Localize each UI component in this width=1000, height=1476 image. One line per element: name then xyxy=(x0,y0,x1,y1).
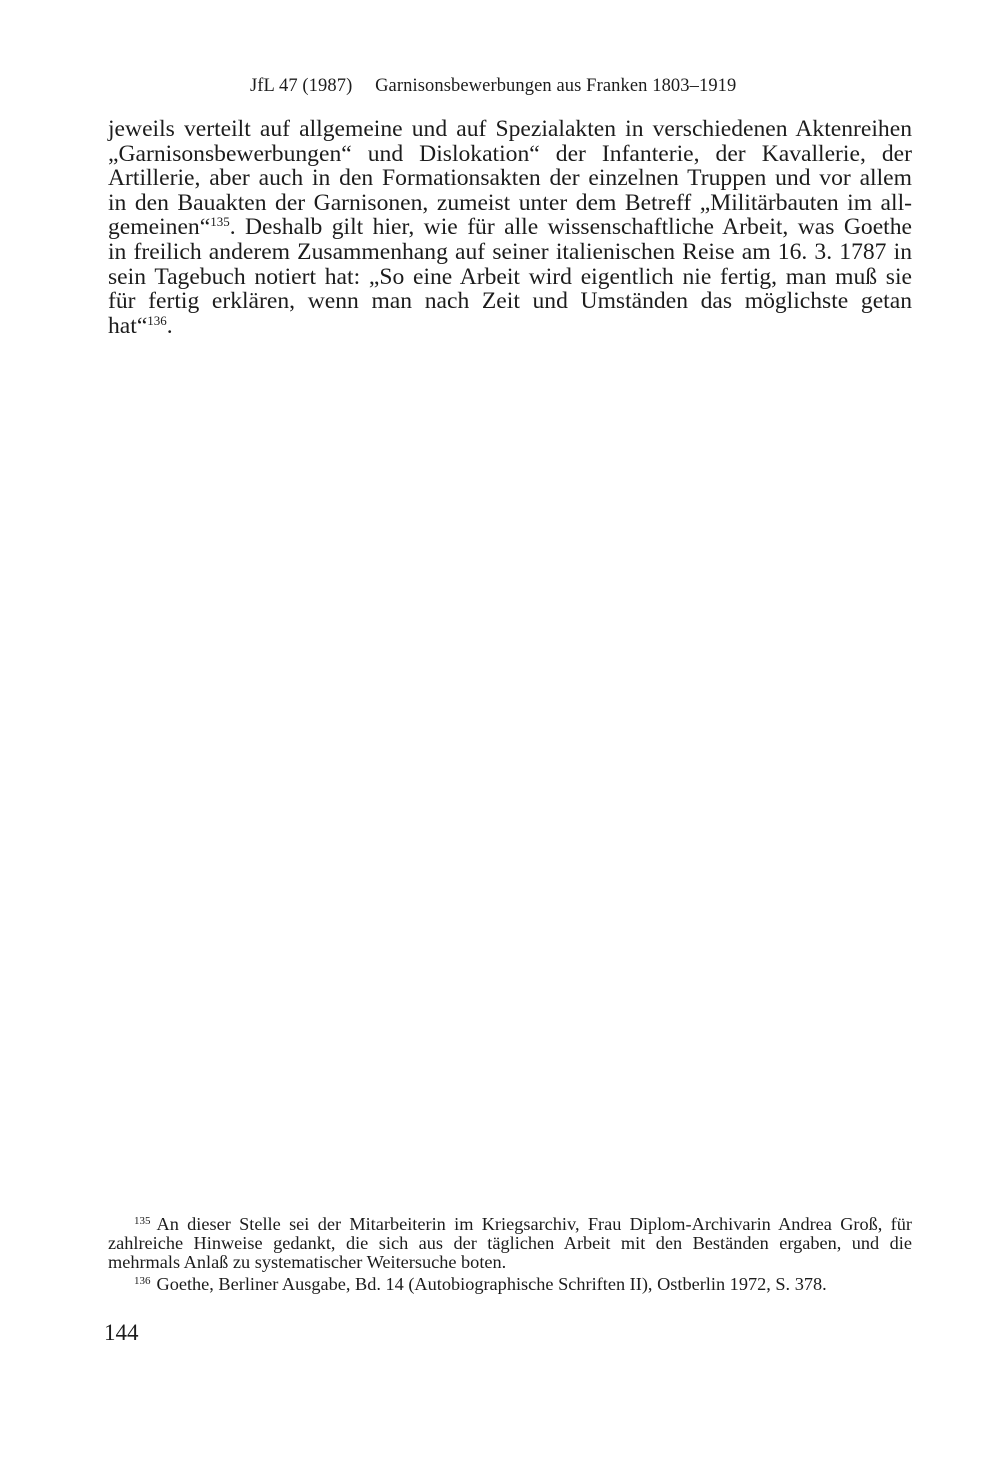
footnote-line xyxy=(108,1275,912,1294)
running-title: Garnisonsbewerbungen aus Franken 1803–1919 xyxy=(375,76,737,96)
footnote-text: An dieser Stelle sei der Mitarbeiterin im Kriegsarchiv, Frau Diplom-Archivarin Andrea Groß, für xyxy=(156,1214,912,1234)
footnote-text: Goethe, Berliner Ausgabe, Bd. 14 (Autobiographische Schriften II), Ostberlin 1972, S. 378. xyxy=(156,1273,827,1294)
body-text-segment: gemeinen“ xyxy=(108,214,211,241)
running-header xyxy=(250,76,736,97)
body-line xyxy=(108,314,912,339)
body-line: in freilich anderem Zusammenhang auf seiner italienischen Reise am 16. 3. 1787 in xyxy=(108,238,912,265)
body-line: „Garnisonsbewerbungen“ und Dislokation“ der Infanterie, der Kavallerie, der xyxy=(108,140,912,167)
body-line: sein Tagebuch notiert hat: „So eine Arbeit wird eigentlich nie fertig, man muß sie xyxy=(108,263,912,290)
footnote-line: mehrmals Anlaß zu systematischer Weitersuche boten. xyxy=(108,1252,507,1273)
body-line xyxy=(108,215,912,240)
footnotes xyxy=(108,1215,912,1294)
footnote-line xyxy=(108,1215,912,1234)
footnote-reference-136: 136 xyxy=(147,312,167,328)
footnote-number: 135 xyxy=(134,1215,151,1227)
footnote-line: zahlreiche Hinweise gedankt, die sich aus der täglichen Arbeit mit den Beständen ergaben, und die xyxy=(108,1233,912,1254)
body-line: für fertig erklären, wenn man nach Zeit und Umständen das möglichste getan xyxy=(108,288,912,315)
body-text-segment: hat“ xyxy=(108,312,148,339)
footnote-number: 136 xyxy=(134,1274,151,1287)
body-text-segment: . Deshalb gilt hier, wie für alle wissenschaftliche Arbeit, was Goethe xyxy=(229,214,912,241)
body-text-segment: . xyxy=(166,312,173,339)
footnote-136 xyxy=(108,1275,912,1294)
body-line: jeweils verteilt auf allgemeine und auf Spezialakten in verschiedenen Aktenreihen xyxy=(108,116,912,142)
footnote-135 xyxy=(108,1215,912,1273)
body-line: Artillerie, aber auch in den Formationsakten der einzelnen Truppen und vor allem xyxy=(108,165,912,192)
footnote-reference-135: 135 xyxy=(210,214,230,230)
body-paragraph xyxy=(108,117,912,338)
journal-citation: JfL 47 (1987) xyxy=(250,76,353,96)
body-line: in den Bauakten der Garnisonen, zumeist unter dem Betreff „Militärbauten im all- xyxy=(108,189,912,216)
page-number: 144 xyxy=(104,1320,139,1345)
